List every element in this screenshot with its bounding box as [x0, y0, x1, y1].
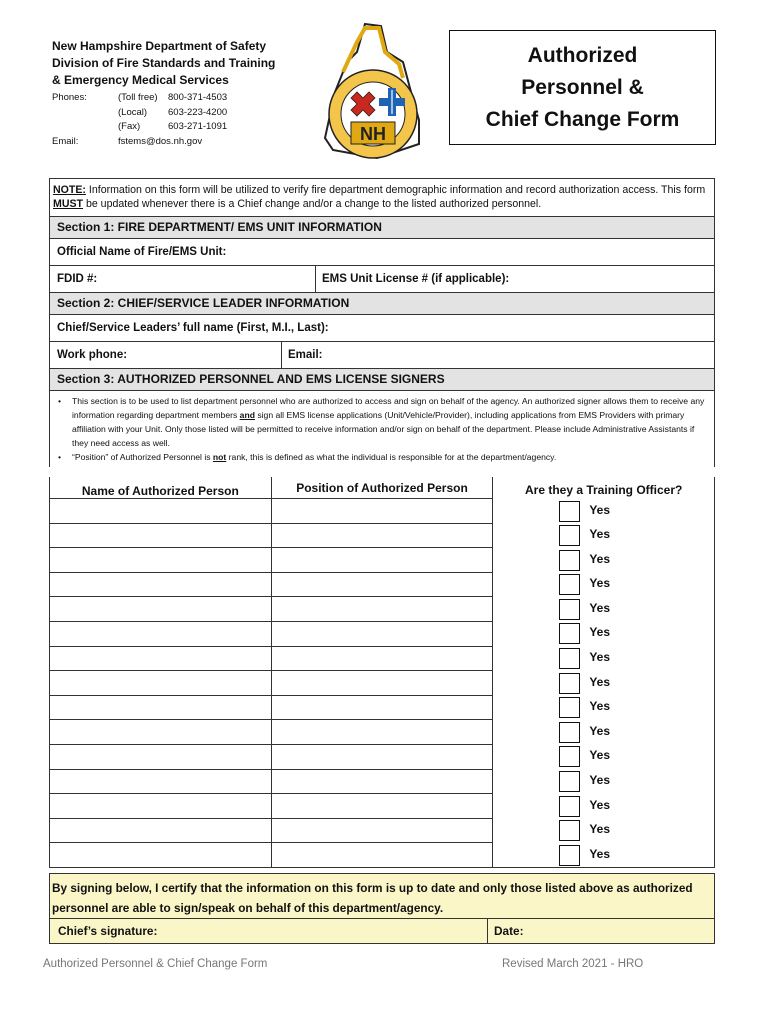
yes-label: Yes: [589, 797, 611, 812]
yes-label: Yes: [589, 674, 611, 689]
training-officer-checkbox[interactable]: [559, 771, 580, 792]
yes-label: Yes: [589, 748, 611, 763]
training-officer-checkbox[interactable]: [559, 599, 580, 620]
work-phone-field[interactable]: [50, 342, 282, 368]
table-row: [50, 720, 715, 745]
training-officer-checkbox[interactable]: [559, 845, 580, 866]
section-3-heading: Section 3: AUTHORIZED PERSONNEL AND EMS LICENSE SIGNERS: [50, 369, 714, 391]
agency-line-3: & Emergency Medical Services: [52, 73, 229, 87]
bullet-1-part-a: This section is to be used to list department personnel who are authorized to access and sign on behalf of the agency. An authorized signer allows them to receive any information regarding department members: [72, 396, 705, 420]
table-row: [50, 597, 715, 622]
note-part-1: Information on this form will be utilized to verify fire department demographic information and record authorization access. This form: [85, 184, 706, 196]
form-title-box: [449, 30, 716, 145]
table-row: [50, 523, 715, 548]
date-field[interactable]: [488, 919, 524, 943]
training-officer-checkbox[interactable]: [559, 550, 580, 571]
note-part-2: be updated whenever there is a Chief change and/or a change to the listed authorized personnel.: [83, 197, 542, 210]
section-1-heading: Section 1: FIRE DEPARTMENT/ EMS UNIT INFORMATION: [50, 217, 714, 239]
training-officer-cell: [493, 720, 715, 745]
yes-label: Yes: [589, 576, 611, 591]
yes-label: Yes: [589, 625, 611, 640]
training-officer-cell: [493, 744, 715, 769]
fdid-field[interactable]: [50, 266, 316, 292]
section-3-instructions: [50, 391, 714, 467]
bullet-2-part-a: “Position” of Authorized Personnel is: [72, 452, 213, 462]
authorized-name-cell[interactable]: [50, 671, 272, 696]
bullet-1-part-b: sign all EMS license applications (Unit/Vehicle/Provider), including applications from EMS Providers with primary affiliation with your Unit. Only those listed will be permitted to receive information and/or sign on behalf of the department. Please include Administrative Assistants if they need access as well.: [72, 410, 695, 448]
chief-name-field[interactable]: [50, 315, 714, 342]
authorized-name-cell[interactable]: [50, 548, 272, 573]
email-label: Email:: [52, 135, 79, 147]
training-officer-cell: [493, 499, 715, 524]
yes-label: Yes: [589, 699, 611, 714]
yes-label: Yes: [589, 650, 611, 665]
column-header-name: Name of Authorized Person: [50, 477, 272, 499]
training-officer-cell: [493, 621, 715, 646]
position-cell[interactable]: [271, 548, 493, 573]
official-name-field[interactable]: [50, 239, 714, 266]
training-officer-cell: [493, 794, 715, 819]
training-officer-checkbox[interactable]: [559, 525, 580, 546]
certification-text: By signing below, I certify that the information on this form is up to date and only those listed above as authorized personnel are able to sign/speak on behalf of this department/agency.: [50, 874, 714, 919]
training-officer-cell: [493, 818, 715, 843]
yes-label: Yes: [589, 773, 611, 788]
note-prefix: NOTE:: [53, 184, 86, 196]
chief-email-label: Email:: [288, 349, 323, 361]
authorized-name-cell[interactable]: [50, 720, 272, 745]
phone-number: 603-223-4200: [168, 106, 228, 118]
training-officer-checkbox[interactable]: [559, 501, 580, 522]
email-value: fstems@dos.nh.gov: [118, 135, 203, 147]
work-phone-label: Work phone:: [57, 349, 128, 361]
authorized-name-cell[interactable]: [50, 695, 272, 720]
authorized-name-cell[interactable]: [50, 744, 272, 769]
authorized-name-cell[interactable]: [50, 794, 272, 819]
date-label: Date:: [494, 924, 524, 938]
position-cell[interactable]: [271, 818, 493, 843]
table-row: [50, 548, 715, 573]
phone-type: (Toll free): [118, 92, 158, 103]
chief-email-field[interactable]: [282, 342, 323, 368]
agency-line-1: New Hampshire Department of Safety: [52, 39, 267, 53]
title-line-1: Authorized: [527, 43, 638, 67]
training-officer-checkbox[interactable]: [559, 574, 580, 595]
agency-block: [52, 38, 312, 89]
authorized-name-cell[interactable]: [50, 597, 272, 622]
bullet-2-part-b: rank, this is defined as what the individual is responsible for at the department/agency.: [226, 452, 557, 462]
training-officer-checkbox[interactable]: [559, 673, 580, 694]
position-cell[interactable]: [271, 769, 493, 794]
fdid-label: FDID #:: [57, 273, 98, 285]
position-cell[interactable]: [271, 572, 493, 597]
training-officer-cell: [493, 548, 715, 573]
training-officer-cell: [493, 769, 715, 794]
training-officer-cell: [493, 646, 715, 671]
official-name-label: Official Name of Fire/EMS Unit:: [57, 246, 227, 258]
phones-label: Phones:: [52, 92, 87, 103]
chief-name-label: Chief/Service Leaders’ full name (First, M.I., Last):: [57, 322, 329, 334]
authorized-personnel-table: [49, 477, 715, 868]
title-line-3: Chief Change Form: [485, 107, 680, 131]
bullet-2-not: not: [212, 452, 227, 462]
phone-number: 800-371-4503: [168, 92, 228, 103]
yes-label: Yes: [589, 600, 611, 615]
note-text: [50, 179, 714, 217]
table-row: [50, 499, 715, 524]
yes-label: Yes: [589, 551, 611, 566]
instruction-bullet: [58, 394, 706, 450]
fstems-seal-logo: [307, 22, 439, 162]
authorized-name-cell[interactable]: [50, 572, 272, 597]
note-must: MUST: [53, 197, 84, 210]
training-officer-cell: [493, 671, 715, 696]
training-officer-cell: [493, 523, 715, 548]
training-officer-checkbox[interactable]: [559, 746, 580, 767]
position-cell[interactable]: [271, 597, 493, 622]
ems-license-label: EMS Unit License # (if applicable):: [322, 273, 510, 285]
training-officer-cell: [493, 597, 715, 622]
authorized-name-cell[interactable]: [50, 818, 272, 843]
yes-label: Yes: [589, 723, 611, 738]
position-cell[interactable]: [271, 695, 493, 720]
chief-signature-field[interactable]: [50, 919, 488, 943]
table-row: [50, 572, 715, 597]
table-row: [50, 671, 715, 696]
position-cell[interactable]: [271, 843, 493, 868]
footer-form-name: Authorized Personnel & Chief Change Form: [43, 958, 268, 970]
authorized-name-cell[interactable]: [50, 499, 272, 524]
yes-label: Yes: [589, 822, 611, 837]
table-row: [50, 621, 715, 646]
yes-label: Yes: [589, 527, 611, 542]
yes-label: Yes: [589, 846, 611, 861]
agency-line-2: Division of Fire Standards and Training: [52, 56, 276, 70]
chief-signature-label: Chief’s signature:: [58, 924, 158, 938]
authorized-name-cell[interactable]: [50, 523, 272, 548]
authorized-name-cell[interactable]: [50, 843, 272, 868]
authorized-name-cell[interactable]: [50, 621, 272, 646]
training-officer-cell: [493, 695, 715, 720]
authorized-name-cell[interactable]: [50, 646, 272, 671]
phone-type: (Local): [118, 106, 148, 118]
form-body: [49, 178, 715, 467]
table-row: [50, 744, 715, 769]
table-row: [50, 646, 715, 671]
table-row: [50, 794, 715, 819]
position-cell[interactable]: [271, 499, 493, 524]
position-cell[interactable]: [271, 523, 493, 548]
column-header-position: Position of Authorized Person: [271, 477, 493, 499]
authorized-name-cell[interactable]: [50, 769, 272, 794]
yes-label: Yes: [589, 502, 611, 517]
ems-license-field[interactable]: [316, 266, 509, 292]
footer-revision: Revised March 2021 - HRO: [502, 958, 644, 970]
section-2-heading: Section 2: CHIEF/SERVICE LEADER INFORMATION: [50, 293, 714, 315]
bullet-1-and: and: [239, 410, 255, 420]
certification-block: [49, 873, 715, 944]
table-row: [50, 695, 715, 720]
training-officer-cell: [493, 572, 715, 597]
position-cell[interactable]: [271, 720, 493, 745]
position-cell[interactable]: [271, 671, 493, 696]
training-officer-checkbox[interactable]: [559, 648, 580, 669]
training-officer-checkbox[interactable]: [559, 722, 580, 743]
training-officer-cell: [493, 843, 715, 868]
phone-number: 603-271-1091: [168, 121, 228, 132]
position-cell[interactable]: [271, 794, 493, 819]
contact-info: [52, 91, 227, 149]
column-header-training-officer: Are they a Training Officer?: [493, 477, 715, 499]
training-officer-checkbox[interactable]: [559, 697, 580, 718]
table-row: [50, 843, 715, 868]
position-cell[interactable]: [271, 744, 493, 769]
table-header-row: [50, 477, 715, 499]
phone-type: (Fax): [118, 121, 141, 132]
training-officer-checkbox[interactable]: [559, 623, 580, 644]
training-officer-checkbox[interactable]: [559, 796, 580, 817]
position-cell[interactable]: [271, 646, 493, 671]
position-cell[interactable]: [271, 621, 493, 646]
training-officer-checkbox[interactable]: [559, 820, 580, 841]
table-row: [50, 769, 715, 794]
logo-nh-text: NH: [360, 124, 386, 144]
table-row: [50, 818, 715, 843]
instruction-bullet: [58, 450, 706, 464]
title-line-2: Personnel &: [521, 75, 644, 99]
